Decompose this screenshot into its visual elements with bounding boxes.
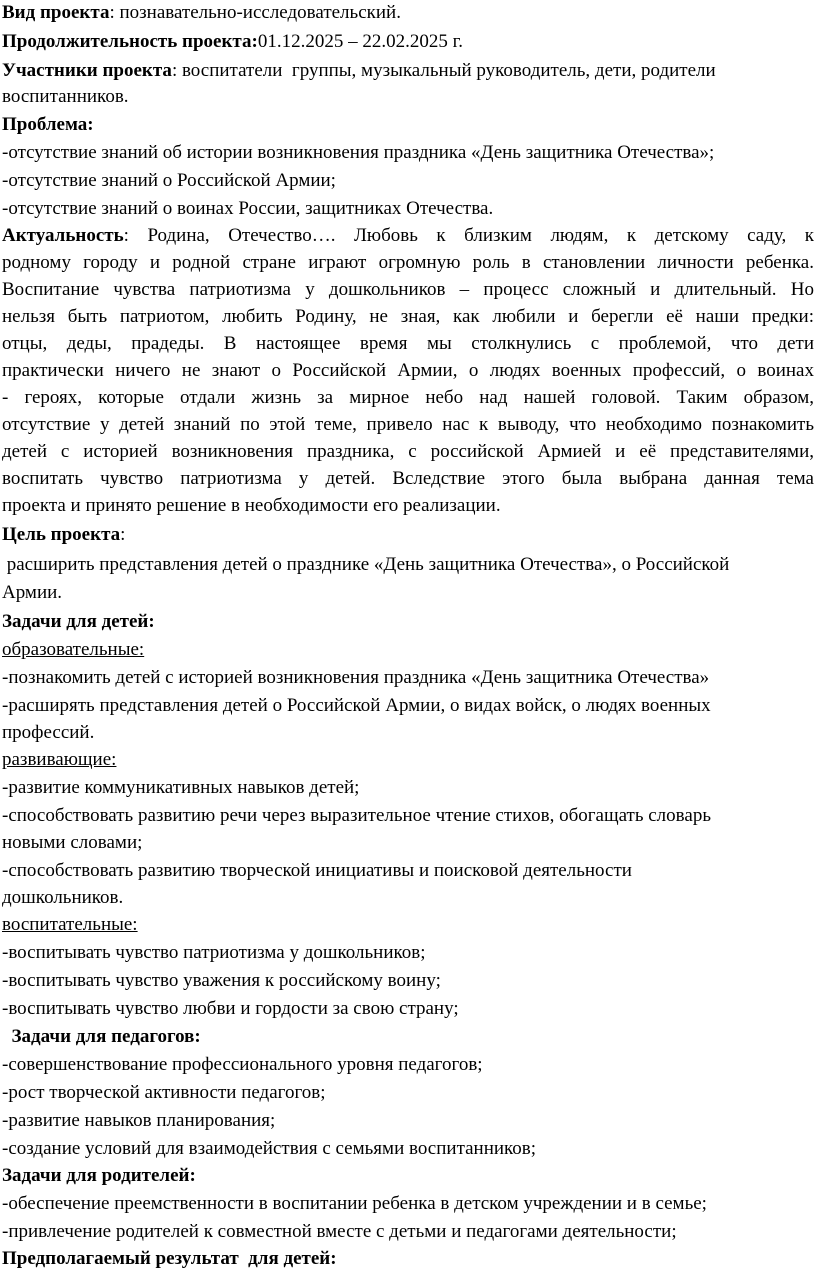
task-item: -способствовать развитию творческой инициативы и поисковой деятельности: [2, 860, 632, 881]
participants-line-2: воспитанников.: [2, 86, 129, 107]
goal-heading: [2, 522, 125, 548]
duration-label: Продолжительность проекта:: [2, 31, 258, 52]
relevance-line: родному городу и родной стране играют огромную роль в становлении личности ребенка.: [2, 252, 814, 273]
relevance-line: воспитать чувство патриотизма у детей. Вследствие этого была выбрана данная тема: [2, 468, 814, 489]
relevance-text: : Родина, Отечество…. Любовь к близким людям, к детскому саду, к: [123, 225, 814, 246]
problem-item: -отсутствие знаний о воинах России, защитниках Отечества.: [2, 198, 494, 219]
task-item: -воспитывать чувство патриотизма у дошкольников;: [2, 942, 426, 963]
duration-line: [2, 29, 463, 55]
problem-item: -отсутствие знаний об истории возникновения праздника «День защитника Отечества»;: [2, 142, 715, 163]
project-type-value: : познавательно-исследовательский.: [109, 2, 401, 23]
relevance-line: нельзя быть патриотом, любить Родину, не зная, как любили и берегли её наши предки:: [2, 306, 814, 327]
developing-subheading: развивающие:: [2, 749, 117, 770]
participants-line-1: [2, 58, 716, 84]
upbringing-subheading: воспитательные:: [2, 914, 138, 935]
goal-text: расширить представления детей о празднике «День защитника Отечества», о Российской: [2, 554, 730, 575]
task-item: дошкольников.: [2, 887, 124, 908]
task-item: -воспитывать чувство любви и гордости за свою страну;: [2, 998, 459, 1019]
task-item: профессий.: [2, 722, 95, 743]
duration-value: 01.12.2025 – 22.02.2025 г.: [257, 31, 463, 52]
relevance-line: Воспитание чувства патриотизма у дошкольников – процесс сложный и длительный. Но: [2, 279, 814, 300]
task-item: -расширять представления детей о Российской Армии, о видах войск, о людях военных: [2, 695, 711, 716]
relevance-line: практически ничего не знают о Российской Армии, о людях военных профессий, о воинах: [2, 360, 814, 381]
problem-item: -отсутствие знаний о Российской Армии;: [2, 170, 336, 191]
tasks-parents-heading: Задачи для родителей:: [2, 1165, 196, 1186]
participants-label: Участники проекта: [2, 60, 172, 81]
relevance-label: Актуальность: [2, 225, 124, 246]
task-item: -совершенствование профессионального уровня педагогов;: [2, 1054, 483, 1075]
goal-text: Армии.: [2, 582, 63, 603]
goal-colon: :: [120, 524, 126, 545]
project-type-label: Вид проекта: [2, 2, 110, 23]
task-item: -познакомить детей с историей возникновения праздника «День защитника Отечества»: [2, 667, 710, 688]
relevance-line: детей с историей возникновения праздника, с российской Армией и её представителями,: [2, 441, 814, 462]
tasks-teachers-heading: Задачи для педагогов:: [2, 1026, 201, 1047]
tasks-children-heading: Задачи для детей:: [2, 611, 155, 632]
problem-heading: Проблема:: [2, 114, 94, 135]
task-item: -обеспечение преемственности в воспитании ребенка в детском учреждении и в семье;: [2, 1193, 707, 1214]
relevance-line: - героях, которые отдали жизнь за мирное небо над нашей головой. Таким образом,: [2, 387, 814, 408]
relevance-line: отсутствие у детей знаний по этой теме, привело нас к выводу, что необходимо познакомить: [2, 414, 814, 435]
task-item: -развитие навыков планирования;: [2, 1110, 276, 1131]
task-item: -рост творческой активности педагогов;: [2, 1082, 326, 1103]
task-item: -способствовать развитию речи через выразительное чтение стихов, обогащать словарь: [2, 805, 711, 826]
relevance-line: [2, 223, 814, 249]
expected-result-heading: Предполагаемый результат для детей:: [2, 1248, 337, 1269]
goal-label: Цель проекта: [2, 524, 121, 545]
task-item: -привлечение родителей к совместной вместе с детьми и педагогами деятельности;: [2, 1221, 677, 1242]
relevance-line: проекта и принято решение в необходимости его реализации.: [2, 495, 501, 516]
educational-subheading: образовательные:: [2, 639, 145, 660]
task-item: -создание условий для взаимодействия с семьями воспитанников;: [2, 1138, 537, 1159]
task-item: новыми словами;: [2, 832, 143, 853]
task-item: -воспитывать чувство уважения к российскому воину;: [2, 970, 441, 991]
participants-value: : воспитатели группы, музыкальный руководитель, дети, родители: [171, 60, 716, 81]
relevance-line: отцы, деды, прадеды. В настоящее время мы столкнулись с проблемой, что дети: [2, 333, 814, 354]
project-type-line: [2, 0, 401, 26]
task-item: -развитие коммуникативных навыков детей;: [2, 777, 360, 798]
